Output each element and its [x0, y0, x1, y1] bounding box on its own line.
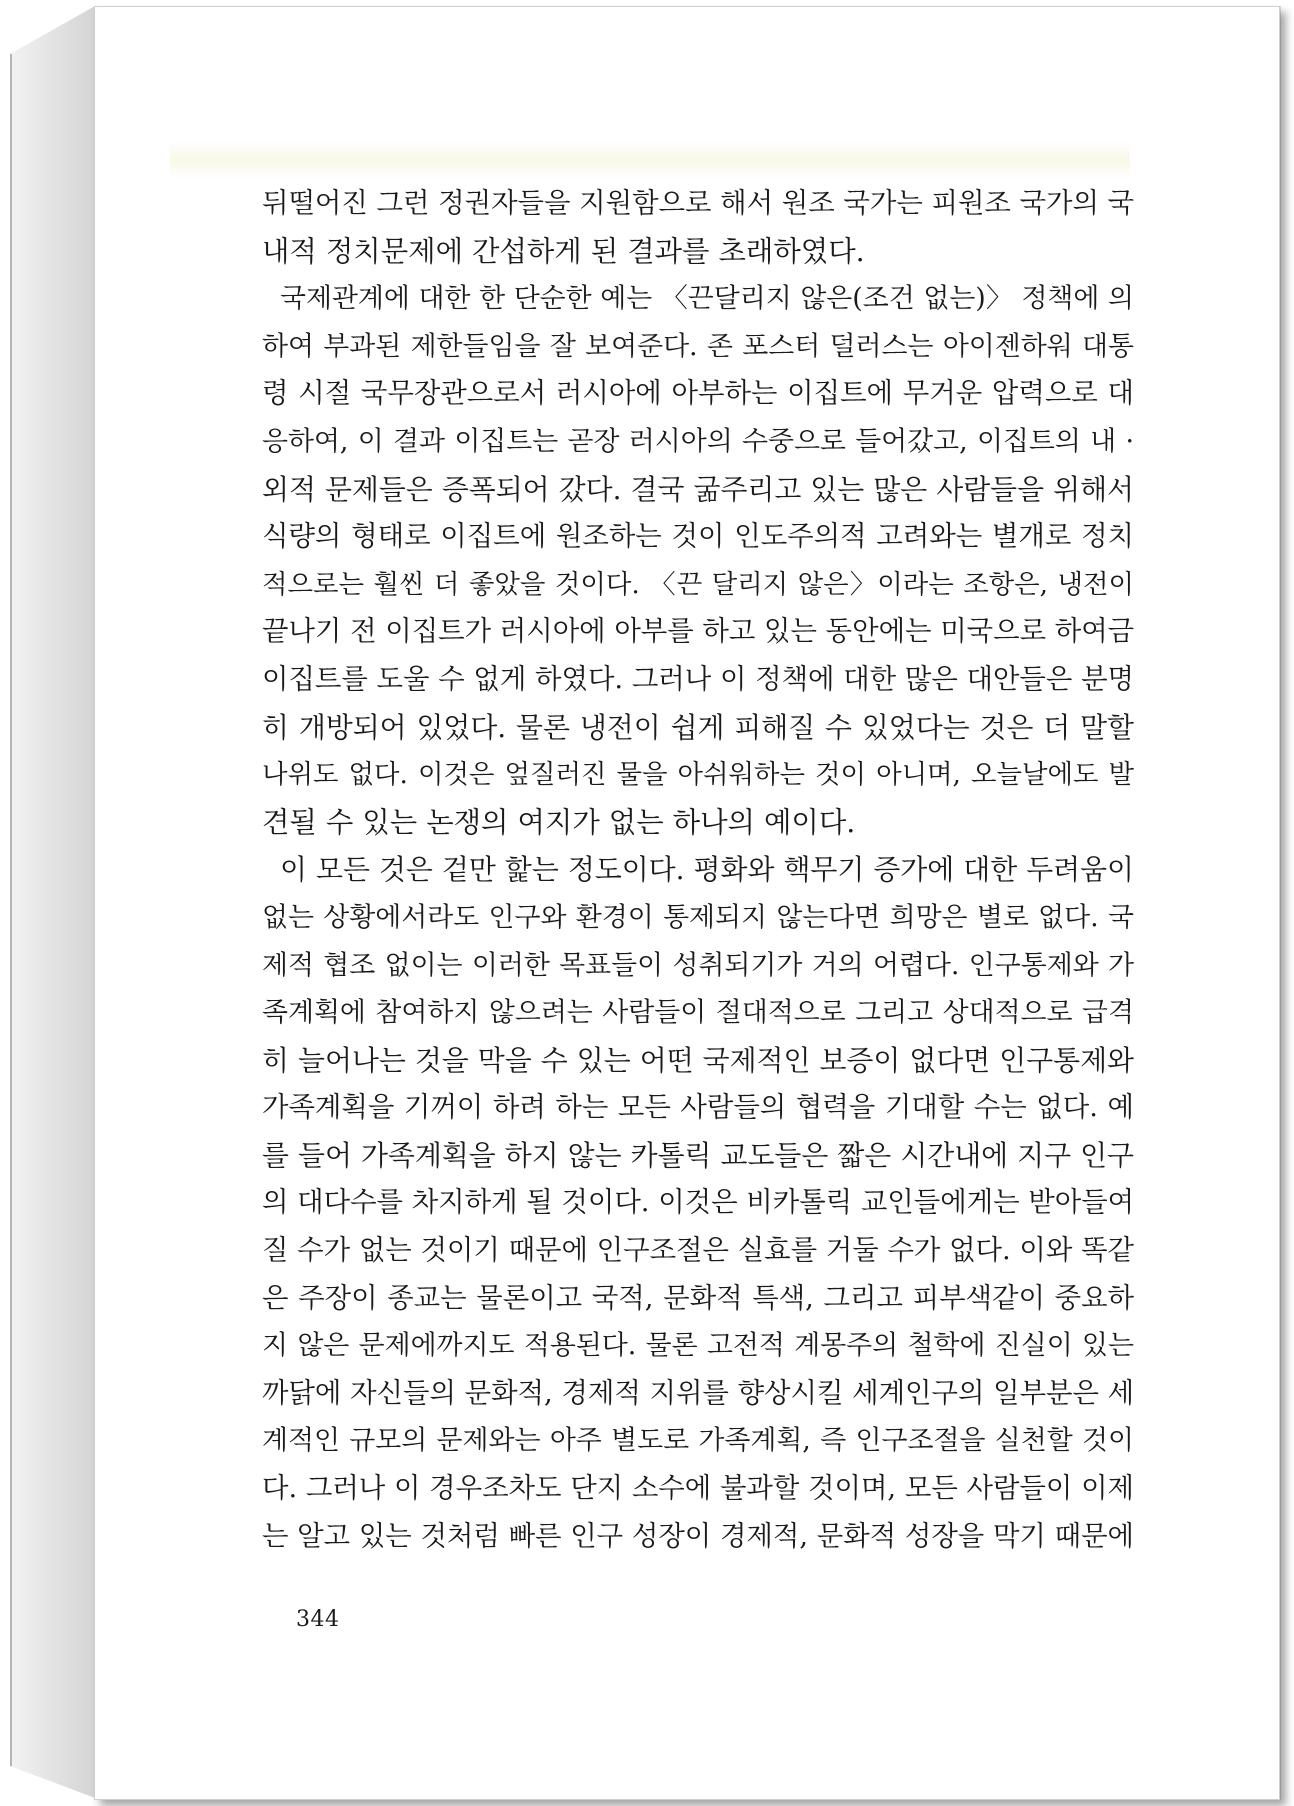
- book-spine-side: [10, 6, 95, 1798]
- text-line: 를 들어 가족계획을 하지 않는 카톨릭 교도들은 짧은 시간내에 지구 인구: [262, 1138, 1134, 1172]
- text-line: 나위도 없다. 이것은 엎질러진 물을 아쉬워하는 것이 아니며, 오늘날에도 발: [262, 759, 1134, 791]
- text-line: 까닭에 자신들의 문화적, 경제적 지위를 향상시킬 세계인구의 일부분은 세: [262, 1377, 1135, 1409]
- text-line: 내적 정치문제에 간섭하게 된 결과를 초래하였다.: [262, 234, 865, 268]
- text-line: 의 대다수를 차지하게 될 것이다. 이것은 비카톨릭 교인들에게는 받아들여: [262, 1187, 1135, 1219]
- text-line: 족계획에 참여하지 않으려는 사람들이 절대적으로 그리고 상대적으로 급격: [262, 997, 1134, 1029]
- book-spine-edge: [10, 54, 12, 1766]
- text-line: 는 알고 있는 것처럼 빠른 인구 성장이 경제적, 문화적 성장을 막기 때문에: [262, 1520, 1134, 1552]
- text-line: 제적 협조 없이는 이러한 목표들이 성취되기가 거의 어렵다. 인구통제와 가: [262, 949, 1134, 981]
- text-line: 없는 상황에서라도 인구와 환경이 통제되지 않는다면 희망은 별로 없다. 국: [262, 901, 1134, 933]
- text-line: 국제관계에 대한 한 단순한 예는 〈끈달리지 않은(조건 없는)〉 정책에 의: [280, 283, 1134, 315]
- text-line: 계적인 규모의 문제와는 아주 별도로 가족계획, 즉 인구조절을 실천할 것이: [262, 1425, 1134, 1457]
- text-line: 히 늘어나는 것을 막을 수 있는 어떤 국제적인 보증이 없다면 인구통제와: [262, 1043, 1134, 1077]
- body-text: [262, 180, 1134, 1560]
- text-line: 지 않은 문제에까지도 적용된다. 물론 고전적 계몽주의 철학에 진실이 있는: [262, 1330, 1134, 1362]
- page-number: 344: [296, 1607, 340, 1632]
- text-line: 적으로는 훨씬 더 좋았을 것이다. 〈끈 달리지 않은〉이라는 조항은, 냉전이: [262, 568, 1134, 600]
- text-line: 끝나기 전 이집트가 러시아에 아부를 하고 있는 동안에는 미국으로 하여금: [262, 616, 1135, 648]
- text-line: 은 주장이 종교는 물론이고 국적, 문화적 특색, 그리고 피부색같이 중요하: [262, 1282, 1134, 1314]
- text-line: 응하여, 이 결과 이집트는 곧장 러시아의 수중으로 들어갔고, 이집트의 내 ·: [262, 425, 1134, 457]
- text-line: 이집트를 도울 수 없게 하였다. 그러나 이 정책에 대한 많은 대안들은 분명: [262, 663, 1134, 695]
- text-line: 령 시절 국무장관으로서 러시아에 아부하는 이집트에 무거운 압력으로 대: [262, 378, 1134, 410]
- text-line: 하여 부과된 제한들임을 잘 보여준다. 존 포스터 덜러스는 아이젠하워 대통: [262, 330, 1134, 362]
- text-line: 외적 문제들은 증폭되어 갔다. 결국 굶주리고 있는 많은 사람들을 위해서: [262, 472, 1134, 506]
- text-line: 히 개방되어 있었다. 물론 냉전이 쉽게 피해질 수 있었다는 것은 더 말할: [262, 710, 1134, 744]
- page-top-shading: [170, 140, 1130, 180]
- text-line: 이 모든 것은 겉만 핥는 정도이다. 평화와 핵무기 증가에 대한 두려움이: [280, 853, 1134, 887]
- text-line: 가족계획을 기꺼이 하려 하는 모든 사람들의 협력을 기대할 수는 없다. 예: [262, 1092, 1134, 1124]
- text-line: 식량의 형태로 이집트에 원조하는 것이 인도주의적 고려와는 별개로 정치: [262, 521, 1134, 553]
- text-line: 질 수가 없는 것이기 때문에 인구조절은 실효를 거둘 수가 없다. 이와 똑같: [262, 1235, 1134, 1267]
- text-line: 다. 그러나 이 경우조차도 단지 소수에 불과할 것이며, 모든 사람들이 이제: [262, 1473, 1134, 1505]
- text-line: 견될 수 있는 논쟁의 여지가 없는 하나의 예이다.: [262, 805, 856, 839]
- text-line: 뒤떨어진 그런 정권자들을 지원함으로 해서 원조 국가는 피원조 국가의 국: [262, 188, 1135, 219]
